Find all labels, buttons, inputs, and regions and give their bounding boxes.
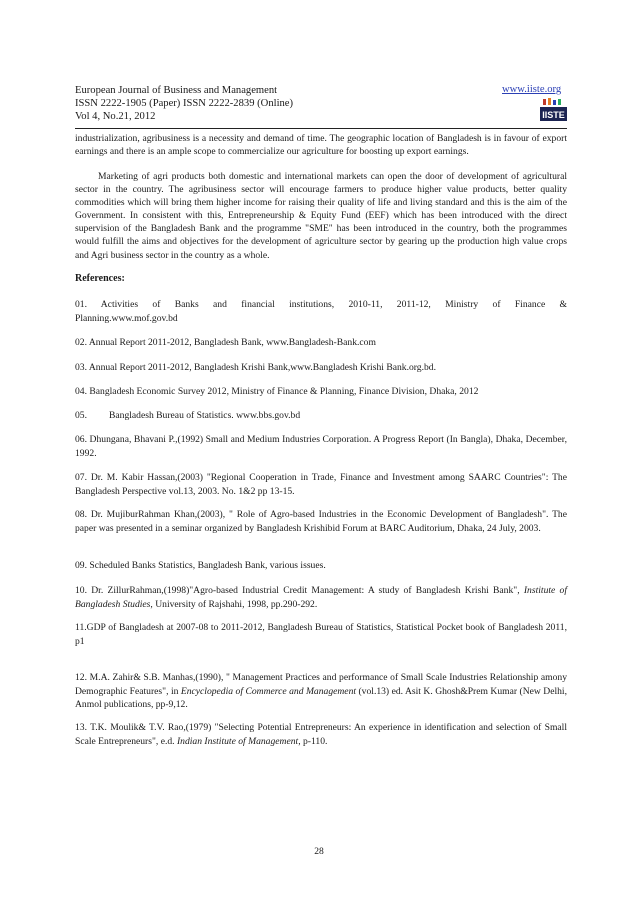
reference-12-tail: (vol.13) ed. Asit K. Ghosh&Prem Kumar (New Delhi, Anmol publications, pp-9,12. xyxy=(75,685,567,711)
header-rule xyxy=(75,128,567,129)
reference-13-italic: Indian Institute of Management xyxy=(176,735,299,747)
reference-10-italic: Institute of Bangladesh Studies xyxy=(75,585,567,610)
reference-09: 09. Scheduled Banks Statistics, Bangladesh Bank, various issues. xyxy=(75,560,326,571)
journal-url-link[interactable]: www.iiste.org xyxy=(502,84,562,95)
logo-text: IISTE xyxy=(542,110,565,120)
reference-13 xyxy=(75,721,567,748)
reference-06: 06. Dhungana, Bhavani P.,(1992) Small and Medium Industries Corporation. A Progress Report (In Bangla), Dhaka, December, 1992. xyxy=(75,434,567,459)
reference-12 xyxy=(75,671,567,712)
iiste-logo xyxy=(540,97,567,121)
reference-10 xyxy=(75,584,567,611)
reference-07: 07. Dr. M. Kabir Hassan,(2003) "Regional Cooperation in Trade, Finance and Investment among SAARC Countries": The Bangladesh Perspective vol.13, 2003. No. 1&2 pp 13-15. xyxy=(75,472,567,497)
reference-13-text: 13. T.K. Moulik& T.V. Rao,(1979) "Selecting Potential Entrepreneurs: An experience in identification and selection of Small Scale Entrepreneurs", e.d. xyxy=(75,722,567,747)
reference-03: 03. Annual Report 2011-2012, Bangladesh Krishi Bank,www.Bangladesh Krishi Bank.org.bd. xyxy=(75,362,436,373)
journal-title: European Journal of Business and Management xyxy=(75,85,278,96)
reference-08: 08. Dr. MujiburRahman Khan,(2003), " Role of Agro-based Industries in the Economic Development of Bangladesh". The paper was presented in a seminar organized by Bangladesh Krishibid Forum at BARC Auditorium, Dhaka, 24 July, 2003. xyxy=(75,509,567,534)
page-number: 28 xyxy=(314,846,324,857)
reference-04: 04. Bangladesh Economic Survey 2012, Ministry of Finance & Planning, Finance Division, Dhaka, 2012 xyxy=(75,386,479,397)
reference-01-text: 01. Activities of Banks and financial institutions, 2010-11, 2011-12, Ministry of Finance & Planning.www.mof.gov.bd xyxy=(75,299,567,324)
reference-12-text: 12. M.A. Zahir& S.B. Manhas,(1990), " Management Practices and performance of Small Scale Industries Relationship amony Demographic Features", in xyxy=(75,672,567,697)
reference-10-tail: , University of Rajshahi, 1998, pp.290-292. xyxy=(150,598,318,610)
reference-05-number: 05. xyxy=(75,410,87,421)
reference-13-tail: , p-110. xyxy=(298,735,328,747)
body-paragraph-1: industrialization, agribusiness is a necessity and demand of time. The geographic location of Bangladesh is in favour of export earnings and there is an ample scope to commercialize our agriculture for boosting up export earnings. xyxy=(75,133,567,158)
references-heading: References: xyxy=(75,273,125,284)
reference-05-text: Bangladesh Bureau of Statistics. www.bbs.gov.bd xyxy=(109,410,301,421)
journal-issn: ISSN 2222-1905 (Paper) ISSN 2222-2839 (Online) xyxy=(75,98,294,109)
reference-10-text: 10. Dr. ZillurRahman,(1998)"Agro-based Industrial Credit Management: A study of Bangladesh Krishi Bank", xyxy=(75,585,524,596)
reference-12-italic: Encyclopedia of Commerce and Management xyxy=(180,685,357,697)
reference-05 xyxy=(75,409,567,423)
reference-11: 11.GDP of Bangladesh at 2007-08 to 2011-2012, Bangladesh Bureau of Statistics, Statistical Pocket book of Bangladesh 2011, p1 xyxy=(75,622,567,647)
reference-02: 02. Annual Report 2011-2012, Bangladesh Bank, www.Bangladesh-Bank.com xyxy=(75,337,376,348)
body-paragraph-2: Marketing of agri products both domestic and international markets can open the door of development of agricultural sector in the country. The agribusiness sector will encourage farmers to produce higher value products, better quality commodities which will bring them higher income for raising their quality of life and living standard and this is the aim of the Government. In consistent with this, Entrepreneurship & Equity Fund (EEF) which has been introduced with the direct supervision of the Bangladesh Bank and the programme "SME" has been introduced in the country, both the programmes would fulfill the aims and objectives for the development of agriculture sector by gearing up the production high value crops and Agri business sector in the country as a whole. xyxy=(75,171,567,261)
journal-volume: Vol 4, No.21, 2012 xyxy=(75,111,156,122)
reference-01 xyxy=(75,298,567,325)
